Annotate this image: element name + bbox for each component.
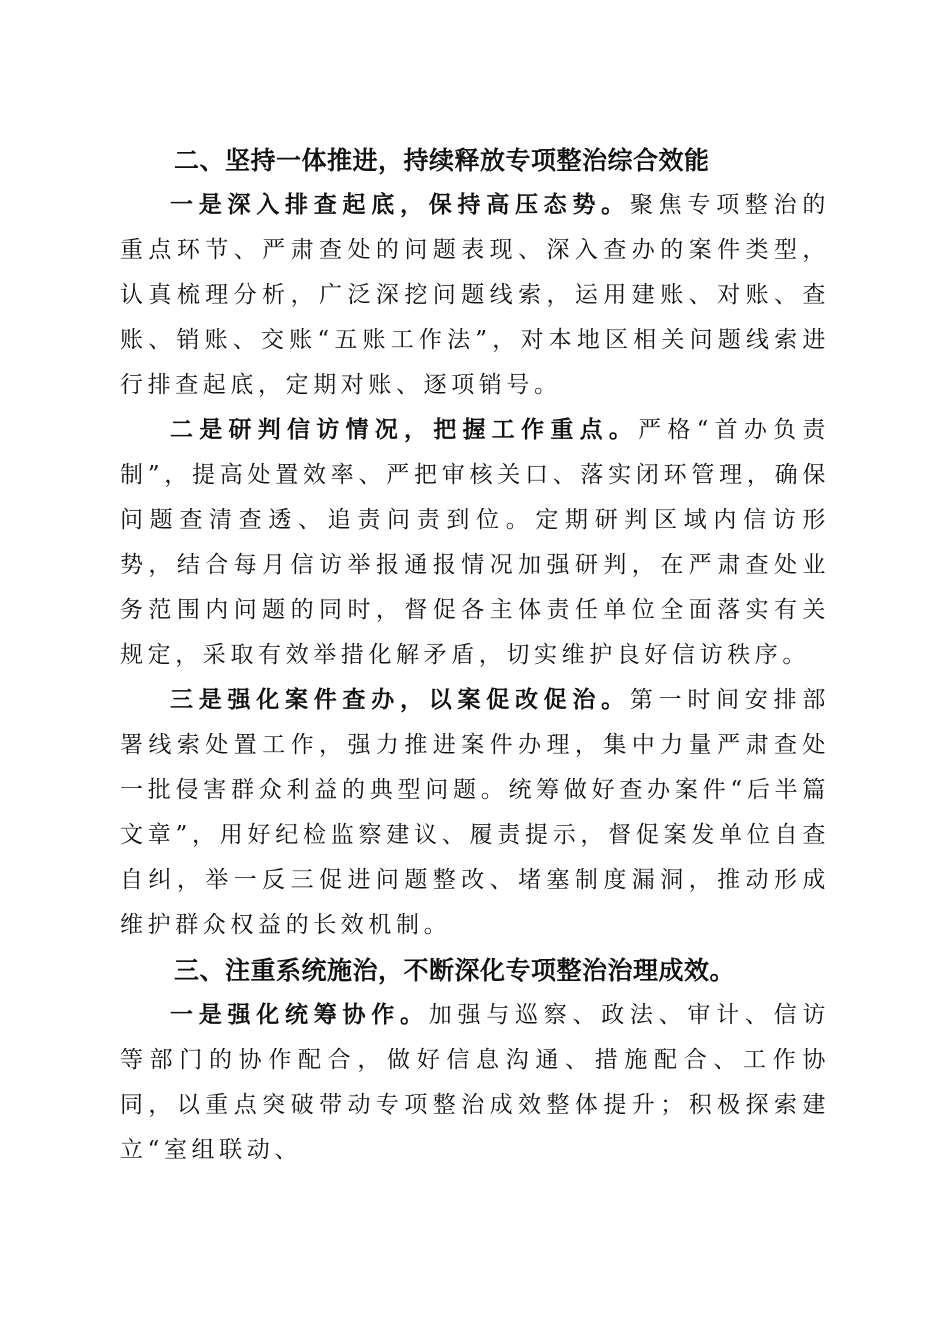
paragraph-body: 聚焦专项整治的重点环节、严肃查处的问题表现、深入查办的案件类型，认真梳理分析，广泛深挖问题线索，运用建账、对账、查账、销账、交账“五账工作法”，对本地区相关问题线索进行排查起底，定期对账、逐项销号。 <box>120 192 830 398</box>
paragraph-body: 加强与巡察、政法、审计、信访等部门的协作配合，做好信息沟通、措施配合、工作协同，以重点突破带动专项整治成效整体提升；积极探索建立“室组联动、 <box>120 1002 831 1163</box>
paragraph-body: 第一时间安排部署线索处置工作，强力推进案件办理，集中力量严肃查处一批侵害群众利益的典型问题。统筹做好查办案件“后半篇文章”，用好纪检监察建议、履责提示，督促案发单位自查自纠，举一反三促进问题整改、堵塞制度漏洞，推动形成维护群众权益的长效机制。 <box>120 687 830 938</box>
section-heading-2: 二、坚持一体推进，持续释放专项整治综合效能 <box>174 146 710 175</box>
paragraph-lead: 三是强化案件查办，以案促改促治。 <box>170 687 630 713</box>
paragraph-cases <box>120 678 830 948</box>
paragraph-petitions <box>120 408 830 678</box>
paragraph-coordination <box>120 993 830 1173</box>
paragraph-investigation <box>120 183 830 408</box>
section-heading-3: 三、注重系统施治，不断深化专项整治治理成效。 <box>174 956 736 985</box>
paragraph-body: 严格“首办负责制”，提高处置效率、严把审核关口、落实闭环管理，确保问题查清查透、追责问责到位。定期研判区域内信访形势，结合每月信访举报通报情况加强研判，在严肃查处业务范围内问题的同时，督促各主体责任单位全面落实有关规定，采取有效举措化解矛盾，切实维护良好信访秩序。 <box>120 417 830 668</box>
paragraph-lead: 一是强化统筹协作。 <box>170 1002 429 1028</box>
paragraph-lead: 一是深入排查起底，保持高压态势。 <box>170 192 630 218</box>
paragraph-lead: 二是研判信访情况，把握工作重点。 <box>170 417 639 443</box>
document-body <box>120 138 830 1173</box>
